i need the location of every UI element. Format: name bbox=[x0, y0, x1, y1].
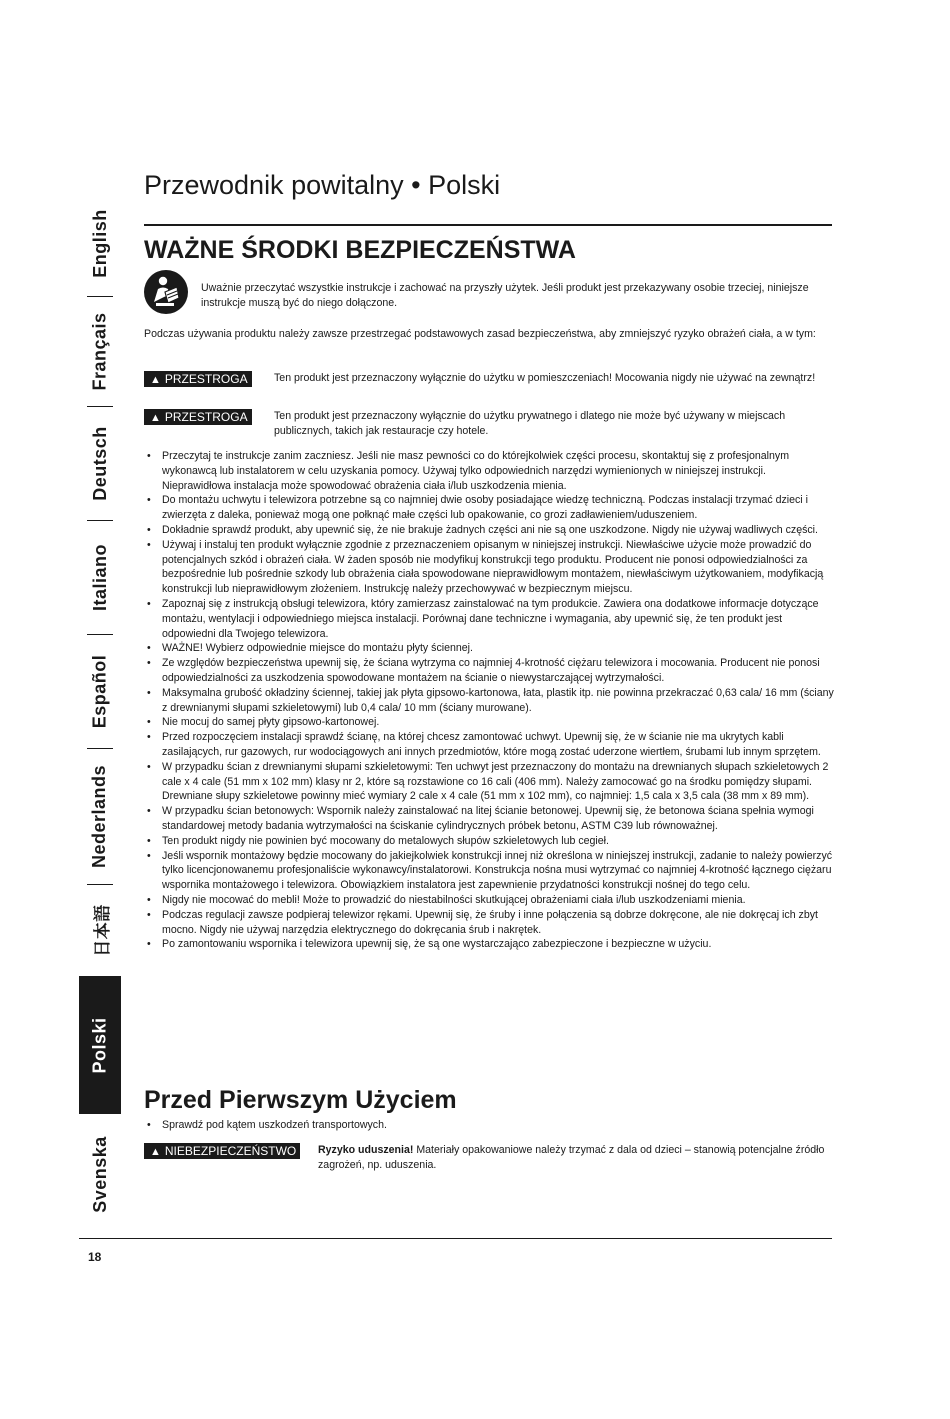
warning-triangle-icon: ▲ bbox=[150, 1146, 161, 1158]
caution-row bbox=[144, 371, 832, 401]
tab-francais[interactable]: Français bbox=[89, 311, 110, 391]
caution-badge: ▲ PRZESTROGA bbox=[144, 371, 252, 387]
caution-row bbox=[144, 409, 832, 439]
safety-heading: WAŻNE ŚRODKI BEZPIECZEŃSTWA bbox=[144, 236, 576, 264]
tab-japanese[interactable]: 日本語 bbox=[92, 903, 112, 957]
caution-text: Ten produkt jest przeznaczony wyłącznie do użytku prywatnego i dlatego nie może być używany w miejscach publicznych, takich jak restauracje czy hotele. bbox=[274, 410, 786, 437]
page-title: Przewodnik powitalny • Polski bbox=[144, 170, 501, 200]
danger-desc: Materiały opakowaniowe należy trzymać z dala od dzieci – stanowią potencjalne źródło zagrożeń, np. uduszenia. bbox=[318, 1144, 825, 1171]
tab-deutsch[interactable]: Deutsch bbox=[89, 425, 110, 501]
tab-english[interactable]: English bbox=[89, 208, 110, 278]
list-item: • Przeczytaj te instrukcje zanim zaczniesz. Jeśli nie masz pewności co do którejkolwiek części procesu, skontaktuj się z profesjonalnym wykonawcą lub instalatorem w celu uzyskania pomocy. Używaj tylko odpowiednich narzędzi wymienionych w niniejszej instrukcji. Nieprawidłowa instalacja może spowodować obrażenia ciała i/lub uszkodzenia mienia. bbox=[144, 449, 834, 493]
list-item: • Maksymalna grubość okładziny ściennej, takiej jak płyta gipsowo-kartonowa, łata, plastik itp. nie powinna przekraczać 0,63 cala/ 16 mm (ściany z drewnianymi słupami szkieletowymi) lub 0,4 cala/ 10 mm (ściany murowane). bbox=[144, 686, 834, 716]
list-item: • Dokładnie sprawdź produkt, aby upewnić się, że nie brakuje żadnych części ani nie są one uszkodzone. Nigdy nie używaj wadliwych części. bbox=[144, 523, 834, 538]
tab-polski-active[interactable]: Polski bbox=[79, 976, 121, 1114]
first-use-heading: Przed Pierwszym Użyciem bbox=[144, 1086, 457, 1114]
tab-italiano[interactable]: Italiano bbox=[89, 543, 110, 611]
caution-text: Ten produkt jest przeznaczony wyłącznie do użytku w pomieszczeniach! Mocowania nigdy nie używać na zewnątrz! bbox=[274, 372, 816, 384]
safety-bullet-list bbox=[144, 449, 834, 952]
list-item: • W przypadku ścian z drewnianymi słupami szkieletowymi: Ten uchwyt jest przeznaczony do montażu na drewnianych słupach szkieletowych 2 cale x 4 cale (51 mm x 102 mm) klasy nr 2, które są rozstawione co 16 cali (406 mm). Należy zamocować go na środku pomiędzy słupami. Drewniane słupy szkieletowe powinny mieć wymiary 2 cale x 4 cale (51 mm x 102 mm), co najmniej: 1,5 cala x 3,5 cala (38 mm x 89 mm). bbox=[144, 760, 834, 804]
tab-espanol[interactable]: Español bbox=[89, 654, 110, 728]
list-item: • WAŻNE! Wybierz odpowiednie miejsce do montażu płyty ściennej. bbox=[144, 641, 834, 656]
list-item: • W przypadku ścian betonowych: Wspornik należy zainstalować na litej ścianie betonowej. Upewnij się, że betonowa ściana spełnia wymogi standardowej metody badania wytrzymałości na ściskanie cylindrycznych próbek betonu, ASTM C39 lub równoważnej. bbox=[144, 804, 834, 834]
list-item: • Po zamontowaniu wspornika i telewizora upewnij się, że są one wystarczająco zabezpieczone i bezpieczne w użyciu. bbox=[144, 937, 834, 952]
danger-bold: Ryzyko uduszenia! bbox=[318, 1144, 414, 1156]
first-use-bullet-list bbox=[144, 1118, 834, 1133]
list-item: • Jeśli wspornik montażowy będzie mocowany do jakiejkolwiek konstrukcji innej niż określona w niniejszej instrukcji, zadanie to należy powierzyć tylko licencjonowanemu profesjonaliście wykonawcy/instalatorowi. Konstrukcja nośna musi wytrzymać co najmniej 4-krotność łącznego ciężaru wspornika montażowego i telewizora. Obowiązkiem instalatora jest zapewnienie przydatności konstrukcji nośnej do tego celu. bbox=[144, 849, 834, 893]
list-item: • Sprawdź pod kątem uszkodzeń transportowych. bbox=[144, 1118, 834, 1133]
list-item: • Używaj i instaluj ten produkt wyłącznie zgodnie z przeznaczeniem opisanym w niniejszej instrukcji. Niewłaściwe użycie może prowadzić do potencjalnych szkód i obrażeń ciała. W żaden sposób nie modyfikuj konstrukcji tego produktu. Producent nie ponosi odpowiedzialności za bezpośrednie lub pośrednie szkody lub obrażenia ciała spowodowane nieprawidłowym montażem, niewłaściwym użytkowaniem, modyfikacją konstrukcji lub nieprawidłowym złożeniem. Instrukcję należy przechowywać w bezpiecznym miejscu. bbox=[144, 538, 834, 597]
page-number: 18 bbox=[88, 1250, 102, 1264]
list-item: • Podczas regulacji zawsze podpieraj telewizor rękami. Upewnij się, że śruby i inne połączenia są dobrze dokręcone, ale nie dokręcaj ich zbyt mocno. Nigdy nie używaj narzędzia elektrycznego do dokręcania śrub i nakrętek. bbox=[144, 908, 834, 938]
warning-triangle-icon: ▲ bbox=[150, 412, 161, 424]
warning-triangle-icon: ▲ bbox=[150, 374, 161, 386]
tab-svenska[interactable]: Svenska bbox=[89, 1136, 110, 1213]
caution-badge: ▲ PRZESTROGA bbox=[144, 409, 252, 425]
list-item: • Ten produkt nigdy nie powinien być mocowany do metalowych słupów szkieletowych lub cegieł. bbox=[144, 834, 834, 849]
footer-divider bbox=[79, 1238, 832, 1239]
list-item: • Nie mocuj do samej płyty gipsowo-kartonowej. bbox=[144, 715, 834, 730]
read-manual-icon bbox=[144, 270, 188, 314]
language-sidebar bbox=[79, 190, 121, 1235]
danger-text bbox=[318, 1143, 834, 1173]
tab-nederlands[interactable]: Nederlands bbox=[89, 764, 110, 868]
list-item: • Zapoznaj się z instrukcją obsługi telewizora, który zamierzasz zainstalować na tym produkcie. Zawiera ona dodatkowe informacje dotyczące montażu, wentylacji i odpowiedniego miejsca instalacji. Porównaj dane techniczne i wymagania, aby upewnić się, że ten produkt jest odpowiedni dla Twojego telewizora. bbox=[144, 597, 834, 641]
list-item: • Do montażu uchwytu i telewizora potrzebne są co najmniej dwie osoby posiadające wiedzę techniczną. Podczas instalacji trzymać dzieci i zwierzęta z daleka, ponieważ mogą one połknąć małe części lub opakowanie, co grozi zadławieniem/uduszeniem. bbox=[144, 493, 834, 523]
list-item: • Nigdy nie mocować do mebli! Może to prowadzić do niestabilności skutkującej obrażeniami ciała i/lub uszkodzeniami mienia. bbox=[144, 893, 834, 908]
danger-row bbox=[144, 1143, 832, 1177]
header-divider bbox=[144, 224, 832, 226]
lead-paragraph: Podczas używania produktu należy zawsze przestrzegać podstawowych zasad bezpieczeństwa, aby zmniejszyć ryzyko obrażeń ciała, a w tym: bbox=[144, 328, 816, 340]
list-item: • Ze względów bezpieczeństwa upewnij się, że ściana wytrzyma co najmniej 4-krotność ciężaru telewizora i mocowania. Producent nie ponosi odpowiedzialności za uszkodzenia spowodowane montażem na ścianie o niewystarczającej wytrzymałości. bbox=[144, 656, 834, 686]
danger-badge: ▲ NIEBEZPIECZEŃSTWO bbox=[144, 1143, 300, 1159]
intro-text: Uważnie przeczytać wszystkie instrukcje i zachować na przyszły użytek. Jeśli produkt jest przekazywany osobie trzeciej, niniejsze instrukcje muszą być do niego dołączone. bbox=[201, 282, 809, 309]
list-item: • Przed rozpoczęciem instalacji sprawdź ścianę, na której chcesz zamontować uchwyt. Upewnij się, że w ścianie nie ma ukrytych kabli zasilających, rur gazowych, rur wodociągowych ani innych przedmiotów, które mogą zostać uderzone wiertłem, śrubami lub innym sprzętem. bbox=[144, 730, 834, 760]
